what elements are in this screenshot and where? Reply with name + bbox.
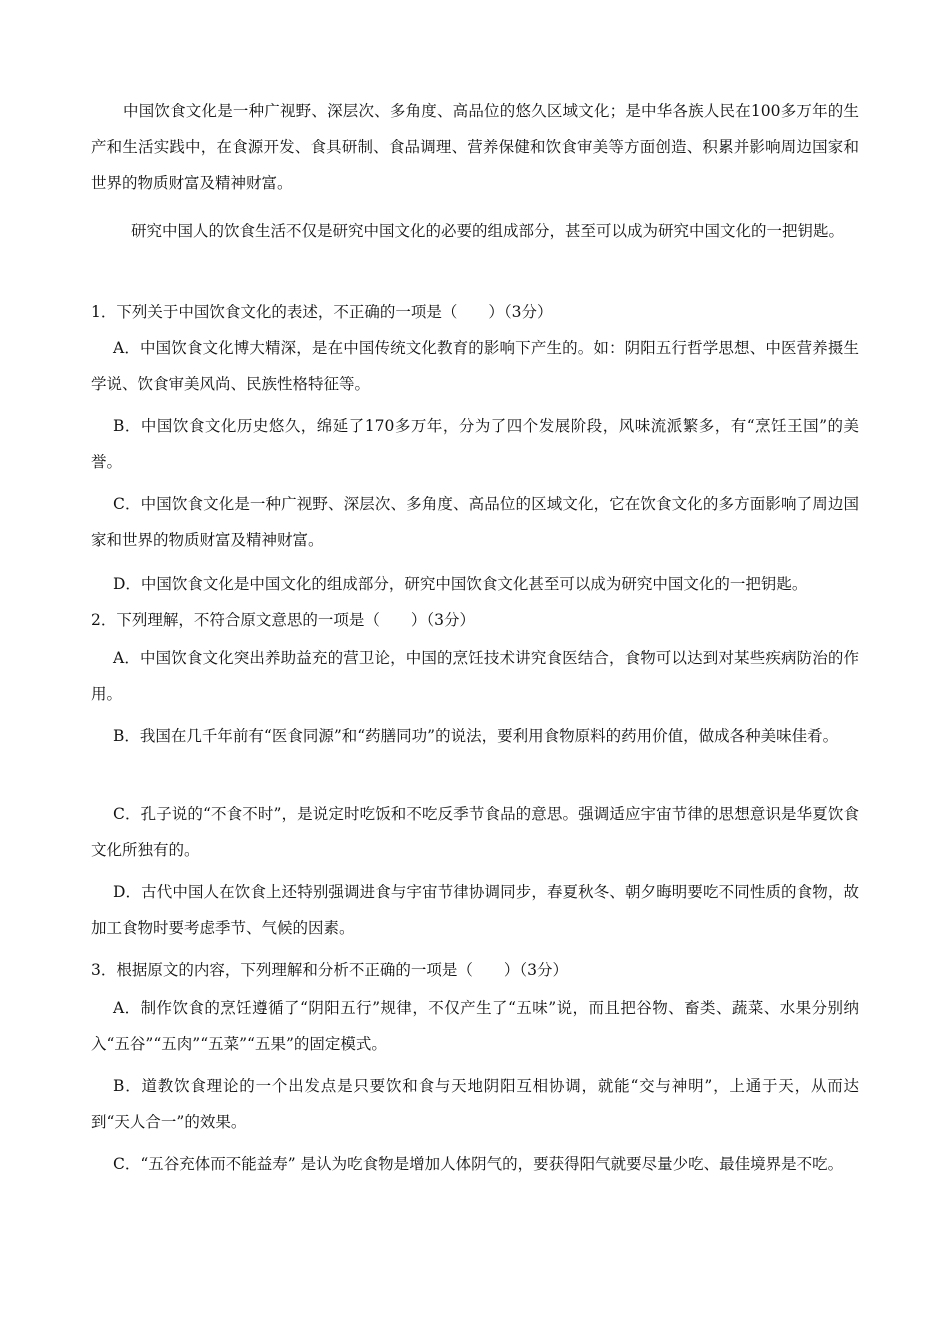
question-1-option-b: B．中国饮食文化历史悠久，绵延了170多万年，分为了四个发展阶段，风味流派繁多，有“烹饪王国”的美誉。 bbox=[91, 417, 859, 471]
question-3-option-a: A．制作饮食的烹饪遵循了“阴阳五行”规律，不仅产生了“五味”说，而且把谷物、畜类、蔬菜、水果分别纳入“五谷”“五肉”“五菜”“五果”的固定模式。 bbox=[91, 999, 859, 1053]
question-3-option-b: B．道教饮食理论的一个出发点是只要饮和食与天地阴阳互相协调，就能“交与神明”，上通于天，从而达到“天人合一”的效果。 bbox=[91, 1077, 859, 1131]
question-2-stem: 2．下列理解，不符合原文意思的一项是（ ）（3分） bbox=[91, 611, 475, 629]
question-1-option-a: A．中国饮食文化博大精深，是在中国传统文化教育的影响下产生的。如：阴阳五行哲学思想、中医营养摄生学说、饮食审美风尚、民族性格特征等。 bbox=[91, 339, 859, 393]
passage-paragraph-2: 研究中国人的饮食生活不仅是研究中国文化的必要的组成部分，甚至可以成为研究中国文化的一把钥匙。 bbox=[131, 222, 845, 240]
question-2-option-d: D．古代中国人在饮食上还特别强调进食与宇宙节律协调同步，春夏秋冬、朝夕晦明要吃不同性质的食物，故加工食物时要考虑季节、气候的因素。 bbox=[91, 883, 859, 937]
question-1-option-d: D．中国饮食文化是中国文化的组成部分，研究中国饮食文化甚至可以成为研究中国文化的一把钥匙。 bbox=[113, 575, 808, 593]
question-2-option-b: B．我国在几千年前有“医食同源”和“药膳同功”的说法，要利用食物原料的药用价值，做成各种美味佳肴。 bbox=[113, 727, 839, 745]
question-2-option-a: A．中国饮食文化突出养助益充的营卫论，中国的烹饪技术讲究食医结合，食物可以达到对某些疾病防治的作用。 bbox=[91, 649, 859, 703]
question-1-option-c: C．中国饮食文化是一种广视野、深层次、多角度、高品位的区域文化，它在饮食文化的多方面影响了周边国家和世界的物质财富及精神财富。 bbox=[91, 495, 859, 549]
question-3-option-c: C．“五谷充体而不能益寿” 是认为吃食物是增加人体阴气的，要获得阳气就要尽量少吃、最佳境界是不吃。 bbox=[113, 1155, 844, 1173]
passage-paragraph-1: 中国饮食文化是一种广视野、深层次、多角度、高品位的悠久区域文化；是中华各族人民在100多万年的生产和生活实践中，在食源开发、食具研制、食品调理、营养保健和饮食审美等方面创造、积累并影响周边国家和世界的物质财富及精神财富。 bbox=[91, 102, 859, 192]
question-2-option-c: C．孔子说的“不食不时”，是说定时吃饭和不吃反季节食品的意思。强调适应宇宙节律的思想意识是华夏饮食文化所独有的。 bbox=[91, 805, 859, 859]
question-3-stem: 3．根据原文的内容，下列理解和分析不正确的一项是（ ）（3分） bbox=[91, 961, 568, 979]
question-1-stem: 1．下列关于中国饮食文化的表述，不正确的一项是（ ）（3分） bbox=[91, 303, 553, 321]
